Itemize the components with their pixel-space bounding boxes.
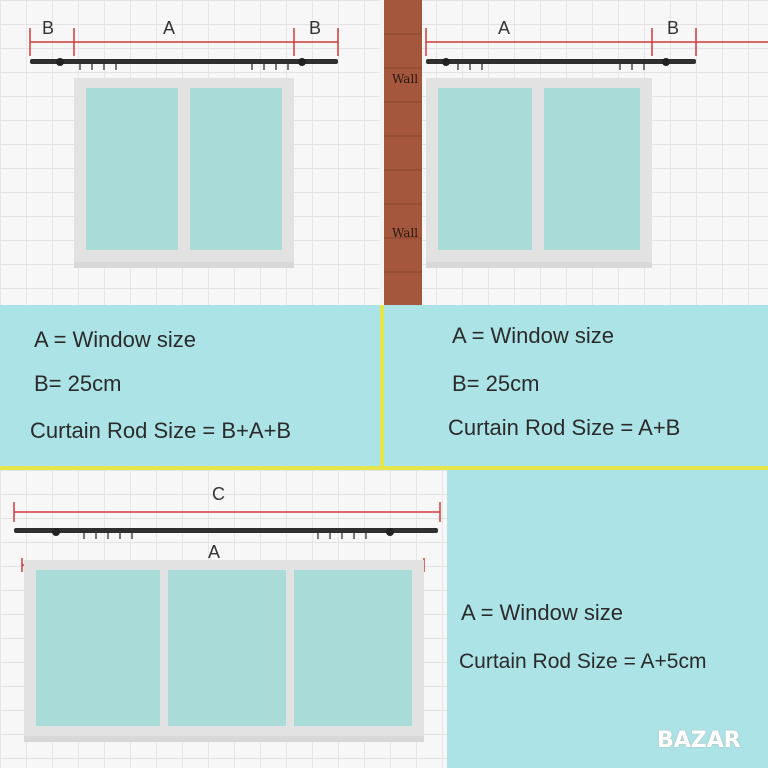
label-c: C [212, 484, 225, 504]
panel2-illustration [384, 0, 768, 305]
label-a: A [498, 18, 511, 38]
window [24, 560, 424, 742]
wall-label-top: Wall [392, 72, 419, 86]
panel3-line-rod-size: Curtain Rod Size = A+5cm [459, 650, 707, 673]
divider-vertical [380, 305, 384, 468]
label-b-right: B [309, 18, 322, 38]
panel3-info [447, 470, 768, 768]
panel2-line-b-size: B= 25cm [452, 371, 540, 396]
measure-lines [426, 28, 768, 56]
label-b: B [667, 18, 680, 38]
panel1-line-window-size: A = Window size [34, 327, 197, 352]
panel1-line-rod-size: Curtain Rod Size = B+A+B [30, 418, 292, 443]
side-wall [384, 0, 422, 305]
window [426, 78, 652, 268]
label-a: A [163, 18, 176, 38]
bazar-logo: BAZAR [657, 728, 741, 753]
curtain-rod [30, 58, 338, 70]
panel3-illustration [0, 470, 447, 768]
panel2-line-rod-size: Curtain Rod Size = A+B [448, 415, 681, 440]
panel1-line-b-size: B= 25cm [34, 371, 122, 396]
panel-rod-wide-window [0, 470, 447, 768]
panel1-info [0, 305, 380, 468]
panel1-illustration [0, 0, 380, 305]
wall-label-bottom: Wall [392, 226, 419, 240]
panel2-info [384, 305, 768, 468]
panel-rod-beyond-window [0, 0, 380, 305]
measure-lines [30, 28, 338, 56]
measure-c [14, 502, 440, 522]
curtain-rod [426, 58, 696, 70]
panel-rod-next-to-wall [384, 0, 768, 305]
label-b-left: B [42, 18, 55, 38]
panel2-line-window-size: A = Window size [452, 323, 615, 348]
panel3-line-window-size: A = Window size [461, 600, 624, 625]
curtain-rod [14, 528, 438, 539]
window [74, 78, 294, 268]
label-a: A [208, 542, 221, 562]
